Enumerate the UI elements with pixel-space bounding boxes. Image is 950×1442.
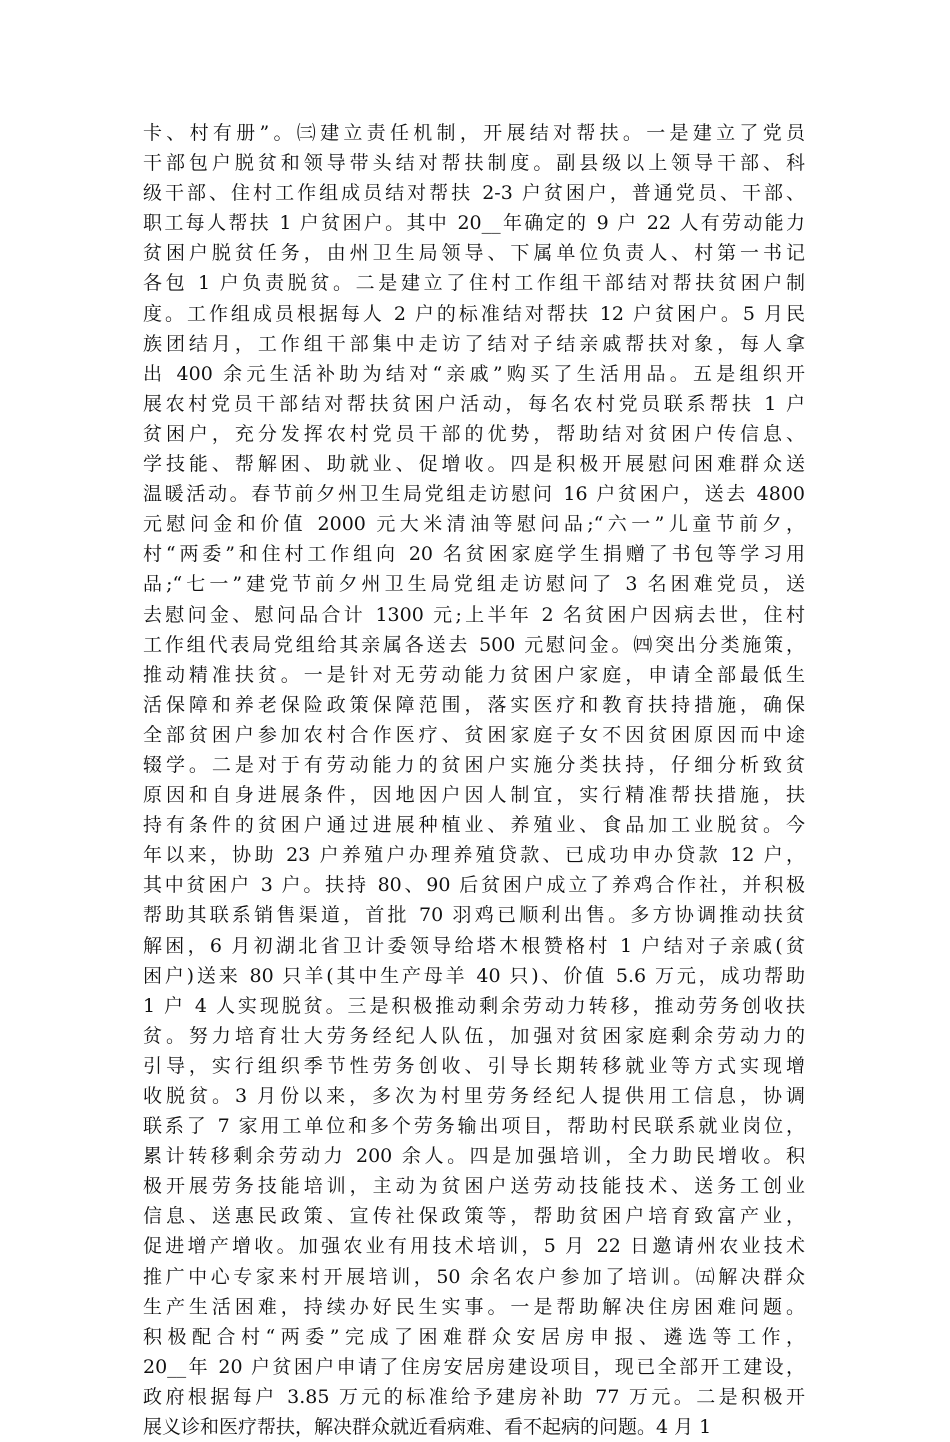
text-line: 促进增产增收。加强农业有用技术培训，5 月 22 日邀请州农业技术 — [143, 1235, 805, 1258]
text-line: 品;“七一”建党节前夕州卫生局党组走访慰问了 3 名困难党员，送 — [143, 573, 805, 596]
text-line: 推广中心专家来村开展培训，50 余名农户参加了培训。㈤解决群众 — [143, 1265, 805, 1288]
text-line: 生产生活困难，持续办好民生实事。一是帮助解决住房困难问题。 — [143, 1295, 805, 1318]
text-line: 度。工作组成员根据每人 2 户的标准结对帮扶 12 户贫困户。5 月民 — [143, 302, 805, 325]
text-line: 干部包户脱贫和领导带头结对帮扶制度。副县级以上领导干部、科 — [143, 152, 805, 175]
text-line: 工作组代表局党组给其亲属各送去 500 元慰问金。㈣突出分类施策， — [143, 633, 805, 656]
text-line: 全部贫困户参加农村合作医疗、贫困家庭子女不因贫困原因而中途 — [143, 723, 805, 746]
text-line: 20__年 20 户贫困户申请了住房安居房建设项目，现已全部开工建设， — [143, 1355, 805, 1378]
text-line: 贫困户，充分发挥农村党员干部的优势，帮助结对贫困户传信息、 — [143, 422, 805, 445]
text-line: 级干部、住村工作组成员结对帮扶 2-3 户贫困户，普通党员、干部、 — [143, 182, 805, 205]
text-line: 其中贫困户 3 户。扶持 80、90 后贫困户成立了养鸡合作社，并积极 — [143, 874, 805, 897]
text-line: 解困，6 月初湖北省卫计委领导给塔木根赞格村 1 户结对子亲戚(贫 — [143, 934, 805, 957]
text-line: 信息、送惠民政策、宣传社保政策等，帮助贫困户培育致富产业， — [143, 1205, 805, 1228]
text-line: 困户)送来 80 只羊(其中生产母羊 40 只)、价值 5.6 万元，成功帮助 — [143, 964, 805, 987]
text-line: 积极配合村“两委”完成了困难群众安居房申报、遴选等工作， — [143, 1325, 805, 1348]
text-line: 活保障和养老保险政策保障范围，落实医疗和教育扶持措施，确保 — [143, 693, 805, 716]
text-line: 贫困户脱贫任务，由州卫生局领导、下属单位负责人、村第一书记 — [143, 242, 805, 265]
text-line: 收脱贫。3 月份以来，多次为村里劳务经纪人提供用工信息，协调 — [143, 1085, 805, 1107]
text-line: 联系了 7 家用工单位和多个劳务输出项目，帮助村民联系就业岗位， — [143, 1115, 805, 1138]
text-line: 元慰问金和价值 2000 元大米清油等慰问品;“六一”儿童节前夕， — [143, 513, 805, 536]
body-paragraph — [143, 118, 805, 1442]
text-line: 累计转移剩余劳动力 200 余人。四是加强培训，全力助民增收。积 — [143, 1145, 805, 1168]
text-line: 年以来，协助 23 户养殖户办理养殖贷款、已成功申办贷款 12 户， — [143, 844, 805, 867]
text-line: 推动精准扶贫。一是针对无劳动能力贫困户家庭，申请全部最低生 — [143, 663, 805, 686]
text-line: 辍学。二是对于有劳动能力的贫困户实施分类扶持，仔细分析致贫 — [143, 753, 805, 776]
text-line: 原因和自身进展条件，因地因户因人制宜，实行精准帮扶措施，扶 — [143, 784, 805, 807]
text-line: 展农村党员干部结对帮扶贫困户活动，每名农村党员联系帮扶 1 户 — [143, 392, 805, 415]
text-line: 各包 1 户负责脱贫。二是建立了住村工作组干部结对帮扶贫困户制 — [143, 272, 805, 295]
text-line: 持有条件的贫困户通过进展种植业、养殖业、食品加工业脱贫。今 — [143, 814, 805, 837]
text-line: 村“两委”和住村工作组向 20 名贫困家庭学生捐赠了书包等学习用 — [143, 543, 805, 566]
text-line: 展义诊和医疗帮扶，解决群众就近看病难、看不起病的问题。4 月 1 — [143, 1416, 712, 1439]
text-line: 卡、村有册”。㈢建立责任机制，开展结对帮扶。一是建立了党员 — [143, 122, 805, 144]
text-line: 政府根据每户 3.85 万元的标准给予建房补助 77 万元。二是积极开 — [143, 1385, 805, 1408]
text-line: 去慰问金、慰问品合计 1300 元;上半年 2 名贫困户因病去世，住村 — [143, 603, 805, 626]
text-line: 极开展劳务技能培训，主动为贫困户送劳动技能技术、送务工创业 — [143, 1175, 805, 1198]
text-line: 职工每人帮扶 1 户贫困户。其中 20__年确定的 9 户 22 人有劳动能力 — [143, 212, 805, 235]
text-line: 引导，实行组织季节性劳务创收、引导长期转移就业等方式实现增 — [143, 1054, 805, 1077]
text-line: 帮助其联系销售渠道，首批 70 羽鸡已顺利出售。多方协调推动扶贫 — [143, 904, 805, 927]
text-line: 1 户 4 人实现脱贫。三是积极推动剩余劳动力转移，推动劳务创收扶 — [143, 994, 805, 1017]
text-line: 温暖活动。春节前夕州卫生局党组走访慰问 16 户贫困户，送去 4800 — [143, 483, 805, 506]
text-line: 贫。努力培育壮大劳务经纪人队伍，加强对贫困家庭剩余劳动力的 — [143, 1024, 805, 1047]
text-line: 族团结月，工作组干部集中走访了结对子结亲戚帮扶对象，每人拿 — [143, 332, 805, 355]
text-line: 出 400 余元生活补助为结对“亲戚”购买了生活用品。五是组织开 — [143, 362, 805, 385]
text-line: 学技能、帮解困、助就业、促增收。四是积极开展慰问困难群众送 — [143, 453, 805, 476]
